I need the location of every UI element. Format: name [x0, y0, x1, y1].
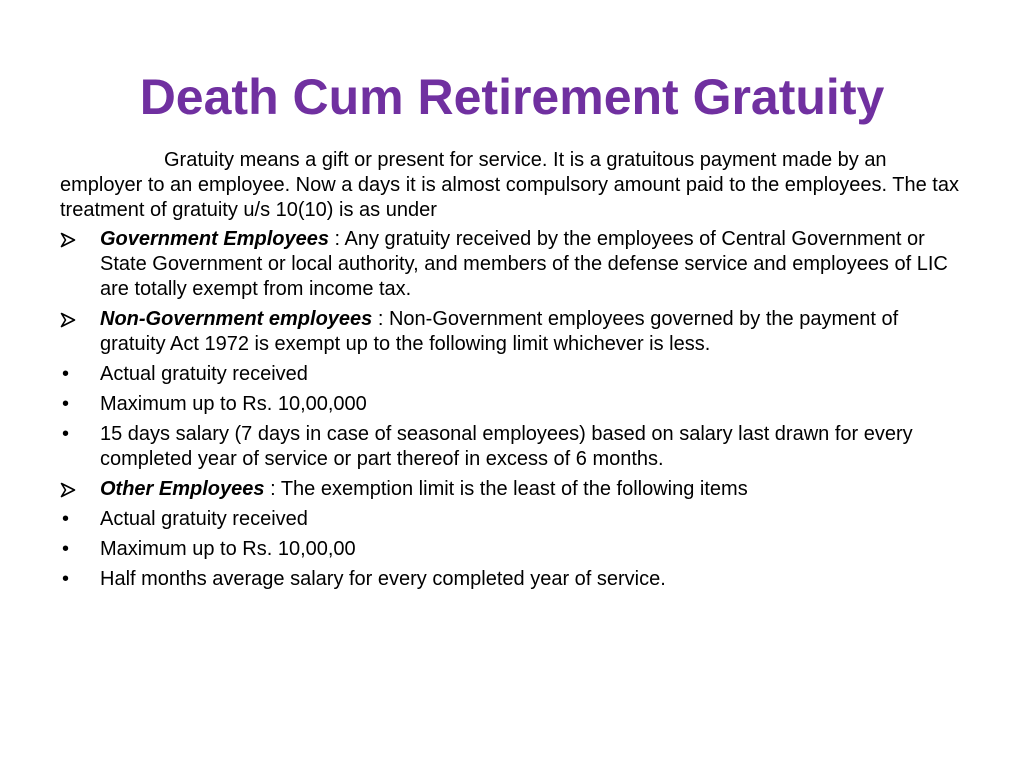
- dot-bullet-icon: •: [62, 568, 70, 590]
- list-item: [60, 507, 960, 532]
- item-text: Actual gratuity received: [100, 508, 308, 530]
- item-text: Maximum up to Rs. 10,00,00: [100, 538, 356, 560]
- intro-paragraph: Gratuity means a gift or present for service. It is a gratuitous payment made by an employer to an employee. Now a days it is almost compulsory amount paid to the employees. The tax treatment of gratuity u/s 10(10) is as under: [60, 149, 959, 221]
- arrow-bullet-icon: [60, 307, 90, 328]
- item-text: Actual gratuity received: [100, 363, 308, 385]
- list-item: [60, 537, 960, 562]
- list-item: [60, 227, 960, 302]
- list-item: [60, 422, 960, 472]
- item-term: Other Employees: [100, 478, 265, 500]
- item-text: Half months average salary for every completed year of service.: [100, 568, 666, 590]
- item-text: 15 days salary (7 days in case of seasonal employees) based on salary last drawn for every completed year of service or part thereof in excess of 6 months.: [100, 423, 913, 470]
- arrow-bullet-icon: [60, 477, 90, 498]
- dot-bullet-icon: •: [62, 538, 70, 560]
- list-item: [60, 392, 960, 417]
- dot-bullet-icon: •: [62, 363, 70, 385]
- item-term: Government Employees: [100, 228, 329, 250]
- item-term: Non-Government employees: [100, 308, 373, 330]
- dot-bullet-icon: •: [62, 423, 70, 445]
- slide-body: [60, 148, 960, 597]
- item-text: : Non-Government employees governed by the payment of gratuity Act 1972 is exempt up to the following limit whichever is less.: [100, 308, 899, 355]
- arrow-bullet-icon: [60, 227, 90, 248]
- dot-bullet-icon: •: [62, 393, 70, 415]
- item-text: : The exemption limit is the least of the following items: [264, 478, 748, 500]
- list-item: [60, 567, 960, 592]
- list-item: [60, 307, 960, 357]
- item-text: : Any gratuity received by the employees of Central Government or State Government or local authority, and members of the defense service and employees of LIC are totally exempt from income tax.: [100, 228, 948, 300]
- list-item: [60, 477, 960, 502]
- dot-bullet-icon: •: [62, 508, 70, 530]
- list-item: [60, 362, 960, 387]
- slide-title: Death Cum Retirement Gratuity: [139, 69, 885, 125]
- item-text: Maximum up to Rs. 10,00,000: [100, 393, 367, 415]
